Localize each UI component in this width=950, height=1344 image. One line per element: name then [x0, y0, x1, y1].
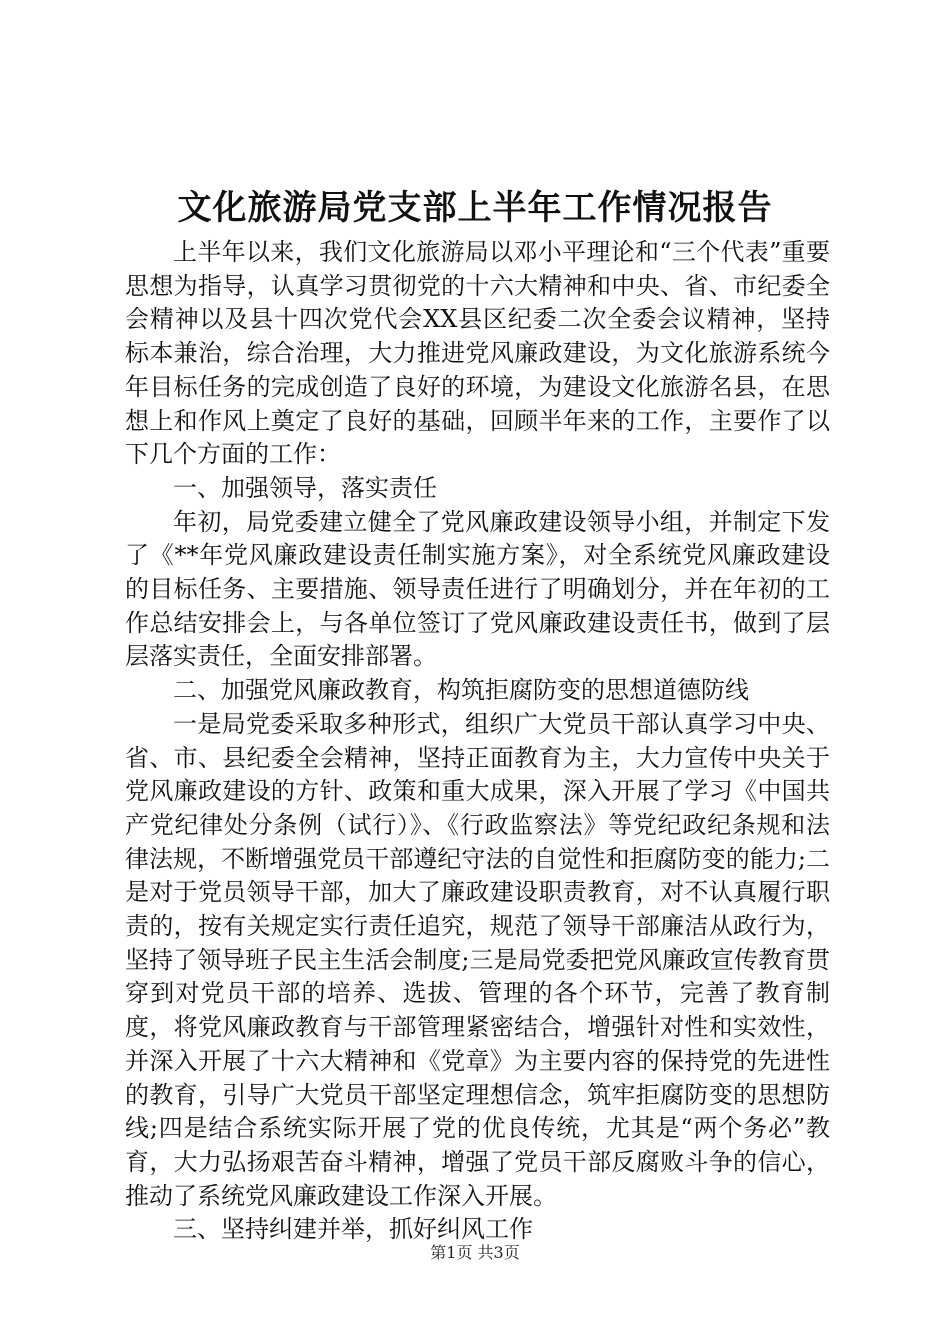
section-1-paragraph: 年初，局党委建立健全了党风廉政建设领导小组，并制定下发了《**年党风廉政建设责任制实施方案》，对全系统党风廉政建设的目标任务、主要措施、领导责任进行了明确划分，并在年初的工作总结安排会上，与各单位签订了党风廉政建设责任书，做到了层层落实责任，全面安排部署。 [125, 507, 830, 671]
page-footer: 第1页 共3页 [430, 1243, 520, 1262]
section-heading-3: 三、坚持纠建并举，抓好纠风工作 [173, 1215, 533, 1244]
intro-paragraph: 上半年以来，我们文化旅游局以邓小平理论和“三个代表”重要思想为指导，认真学习贯彻党的十六大精神和中央、省、市纪委全会精神以及县十四次党代会XX县区纪委二次全委会议精神，坚持标本兼治，综合治理，大力推进党风廉政建设，为文化旅游系统今年目标任务的完成创造了良好的环境，为建设文化旅游名县，在思想上和作风上奠定了良好的基础，回顾半年来的工作，主要作了以下几个方面的工作： [125, 238, 830, 469]
section-heading-2: 二、加强党风廉政教育，构筑拒腐防变的思想道德防线 [173, 676, 749, 705]
document-body [125, 236, 830, 1247]
document-title: 文化旅游局党支部上半年工作情况报告 [177, 188, 773, 228]
section-heading-1: 一、加强领导，落实责任 [173, 473, 437, 502]
section-2-paragraph: 一是局党委采取多种形式，组织广大党员干部认真学习中央、省、市、县纪委全会精神，坚持正面教育为主，大力宣传中央关于党风廉政建设的方针、政策和重大成果，深入开展了学习《中国共产党纪律处分条例（试行）》、《行政监察法》等党纪政纪条规和法律法规，不断增强党员干部遵纪守法的自觉性和拒腐防变的能力;二是对于党员领导干部，加大了廉政建设职责教育，对不认真履行职责的，按有关规定实行责任追究，规范了领导干部廉洁从政行为，坚持了领导班子民主生活会制度;三是局党委把党风廉政宣传教育贯穿到对党员干部的培养、选拔、管理的各个环节，完善了教育制度，将党风廉政教育与干部管理紧密结合，增强针对性和实效性，并深入开展了十六大精神和《党章》为主要内容的保持党的先进性的教育，引导广大党员干部坚定理想信念，筑牢拒腐防变的思想防线;四是结合系统实际开展了党的优良传统，尤其是“两个务必”教育，大力弘扬艰苦奋斗精神，增强了党员干部反腐败斗争的信心，推动了系统党风廉政建设工作深入开展。 [125, 709, 830, 1210]
